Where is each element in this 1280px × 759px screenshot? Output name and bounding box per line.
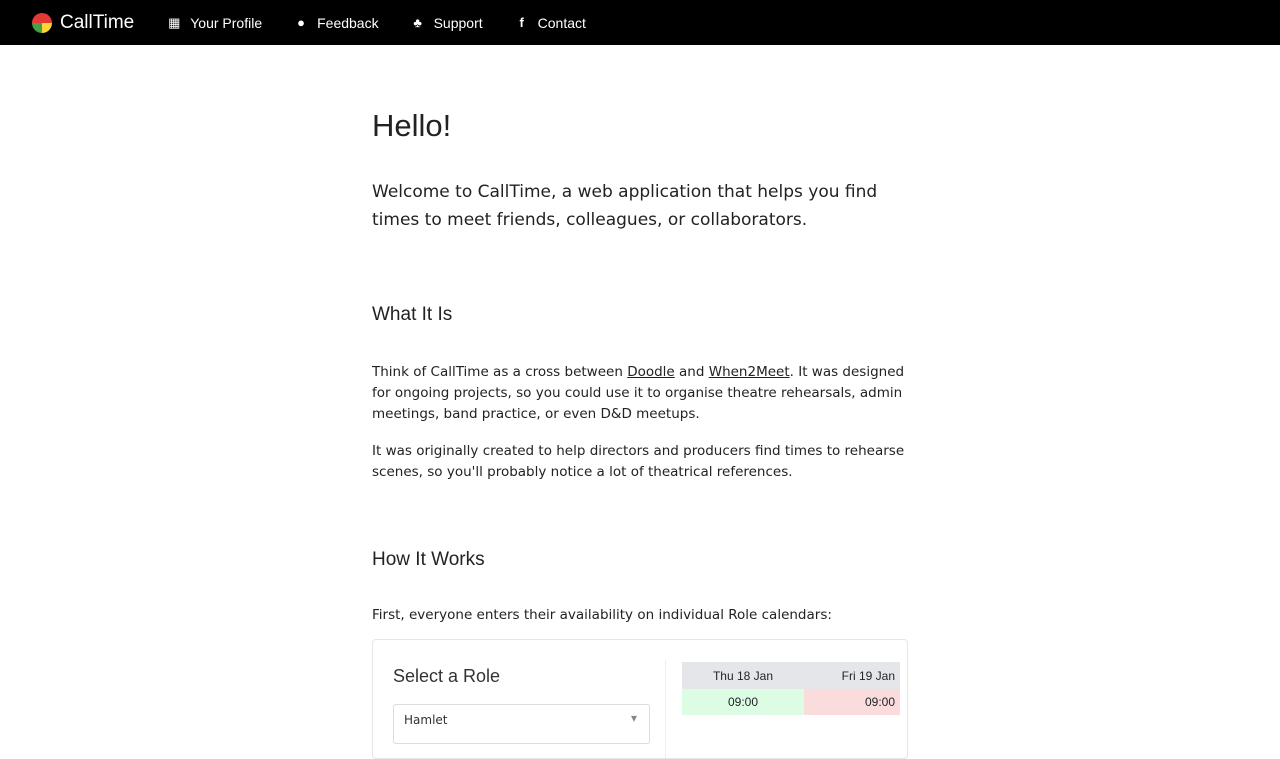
navbar — [0, 0, 1280, 45]
brand-name: CallTime — [60, 11, 135, 33]
what-heading: What It Is — [372, 304, 453, 325]
nav-label: Support — [433, 14, 483, 31]
time-slot-unavailable[interactable]: 09:00 — [804, 689, 900, 715]
piggy-bank-icon: ♣ — [413, 15, 422, 30]
nav-label: Your Profile — [190, 14, 263, 31]
day-header: Thu 18 Jan — [712, 668, 774, 683]
day-header: Fri 19 Jan — [841, 668, 895, 683]
how-heading: How It Works — [372, 549, 485, 570]
nav-support[interactable] — [410, 15, 483, 31]
comment-icon: ● — [297, 15, 306, 30]
main-content — [372, 45, 912, 727]
time-slot-available[interactable]: 09:00 — [682, 689, 804, 715]
text: and — [674, 364, 709, 380]
doodle-link[interactable]: Doodle — [627, 364, 675, 380]
divider — [665, 660, 666, 759]
logo-icon — [32, 13, 52, 33]
how-paragraph-1: First, everyone enters their availability on individual Role calendars: — [372, 607, 832, 623]
nav-feedback[interactable] — [293, 15, 378, 31]
facebook-icon: f — [519, 15, 524, 30]
calendar-preview — [682, 662, 900, 715]
role-select[interactable] — [393, 704, 650, 744]
intro-text: Welcome to CallTime, a web application that helps you find times to meet friends, colleagues, or collaborators. — [372, 182, 878, 230]
demo-title: Select a Role — [393, 666, 501, 686]
nav-label: Feedback — [317, 14, 379, 31]
when2meet-link[interactable]: When2Meet — [708, 364, 790, 380]
what-paragraph-1 — [372, 362, 912, 425]
page-title: Hello! — [372, 108, 452, 143]
nav-contact[interactable] — [514, 15, 586, 31]
text: Think of CallTime as a cross between — [372, 364, 628, 380]
nav-your-profile[interactable] — [166, 15, 262, 31]
chevron-down-icon: ▾ — [630, 711, 637, 725]
text: . It was designed for ongoing projects, so you could use it to organise theatre rehearsals, admin meetings, band practice, or even D&D meetups. — [372, 364, 905, 422]
what-paragraph-2: It was originally created to help directors and producers find times to rehearse scenes, so you'll probably notice a lot of theatrical references. — [372, 443, 905, 480]
role-value: Hamlet — [404, 713, 448, 727]
brand-link[interactable] — [32, 12, 134, 34]
demo-screenshot — [372, 639, 908, 759]
nav-label: Contact — [537, 14, 586, 31]
calendar-icon: ▦ — [168, 14, 181, 30]
